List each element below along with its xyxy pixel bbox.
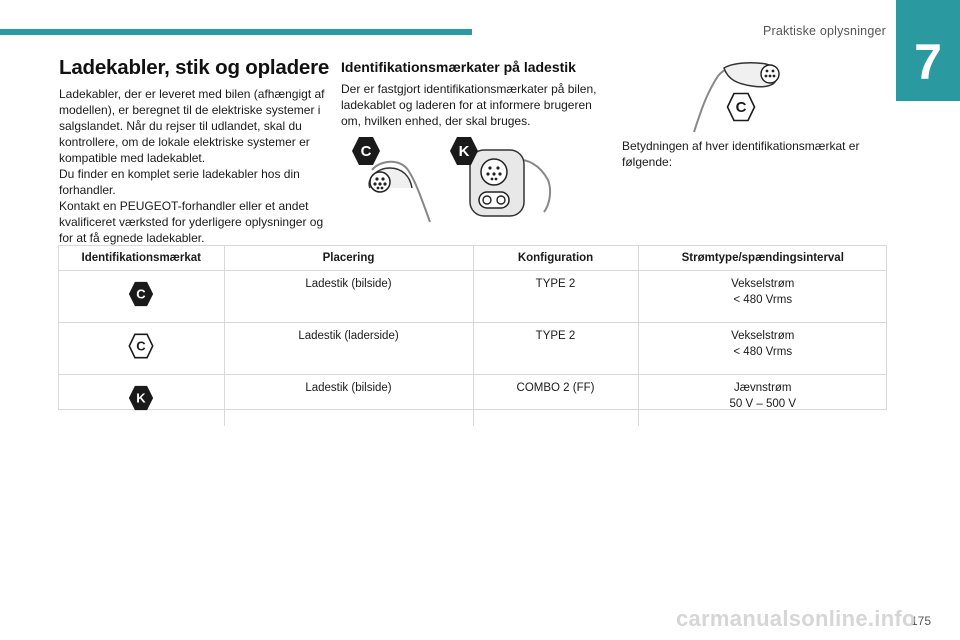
tag-letter: C [136,338,146,354]
hexagon-tag-icon [449,136,479,166]
header-accent-bar [0,29,472,35]
tag-cell [59,375,224,427]
section-identification-labels [341,56,603,129]
hexagon-tag-icon [351,136,381,166]
table-header-row [59,246,887,271]
current-type-cell [638,323,887,375]
current-type-cell [638,375,887,427]
hexagon-tag-outline-icon [726,92,756,122]
voltage-range: < 480 Vrms [733,346,793,358]
section-heading: Ladekabler, stik og opladere [59,56,330,79]
tag-cell [59,271,224,323]
column-header: Konfiguration [473,246,638,271]
chapter-tab [896,0,960,101]
tag-letter: K [458,143,470,160]
chapter-title: Praktiske oplysninger [762,24,886,38]
watermark: carmanualsonline.info [676,606,916,631]
section-charging-cables [59,56,330,246]
column-header: Identifikationsmærkat [59,246,224,271]
tag-letter: C [360,143,372,160]
page-number: 175 [910,614,931,628]
column-header: Strømtype/spændingsinterval [638,246,887,271]
hexagon-tag-outline-icon [128,333,154,359]
section-meaning-intro [622,138,884,170]
placement-cell: Ladestik (laderside) [224,323,473,375]
column-header: Placering [224,246,473,271]
hexagon-tag-icon [128,281,154,307]
section-subheading: Identifikationsmærkater på ladestik [341,59,576,75]
hexagon-tag-icon [128,385,154,411]
tag-cell [59,323,224,375]
current-type: Vekselstrøm [731,278,795,290]
tag-letter: C [136,286,146,302]
voltage-range: < 480 Vrms [733,294,793,306]
voltage-range: 50 V – 500 V [729,398,796,410]
configuration-cell: TYPE 2 [473,323,638,375]
tag-letter: K [136,390,146,406]
identification-table [59,246,887,426]
configuration-cell: TYPE 2 [473,271,638,323]
current-type: Jævnstrøm [734,382,792,394]
current-type-cell [638,271,887,323]
current-type: Vekselstrøm [731,330,795,342]
table-row [59,323,887,375]
section-paragraph: Ladekabler, der er leveret med bilen (afhængigt af modellen), er beregnet til de elektriske systemer i salgslandet. Når du rejser til udlandet, skal du kontrollere, om de lokale elektriske systemer er kompatible med ladekablet. [59,87,325,165]
section-paragraph: Du finder en komplet serie ladekabler hos din forhandler. [59,167,300,197]
section-paragraph: Kontakt en PEUGEOT-forhandler eller et andet kvalificeret værksted for yderligere oplysninger og for at få egnede ladekabler. [59,199,324,245]
table-row [59,375,887,427]
chapter-number: 7 [914,34,942,90]
placement-cell: Ladestik (bilside) [224,375,473,427]
section-paragraph: Betydningen af hver identifikationsmærkat er følgende: [622,139,860,169]
table-row [59,271,887,323]
placement-cell: Ladestik (bilside) [224,271,473,323]
section-paragraph: Der er fastgjort identifikationsmærkater på bilen, ladekablet og laderen for at informere brugeren om, hvilken enhed, der skal bruges. [341,82,597,128]
tag-letter: C [735,99,747,116]
configuration-cell: COMBO 2 (FF) [473,375,638,427]
